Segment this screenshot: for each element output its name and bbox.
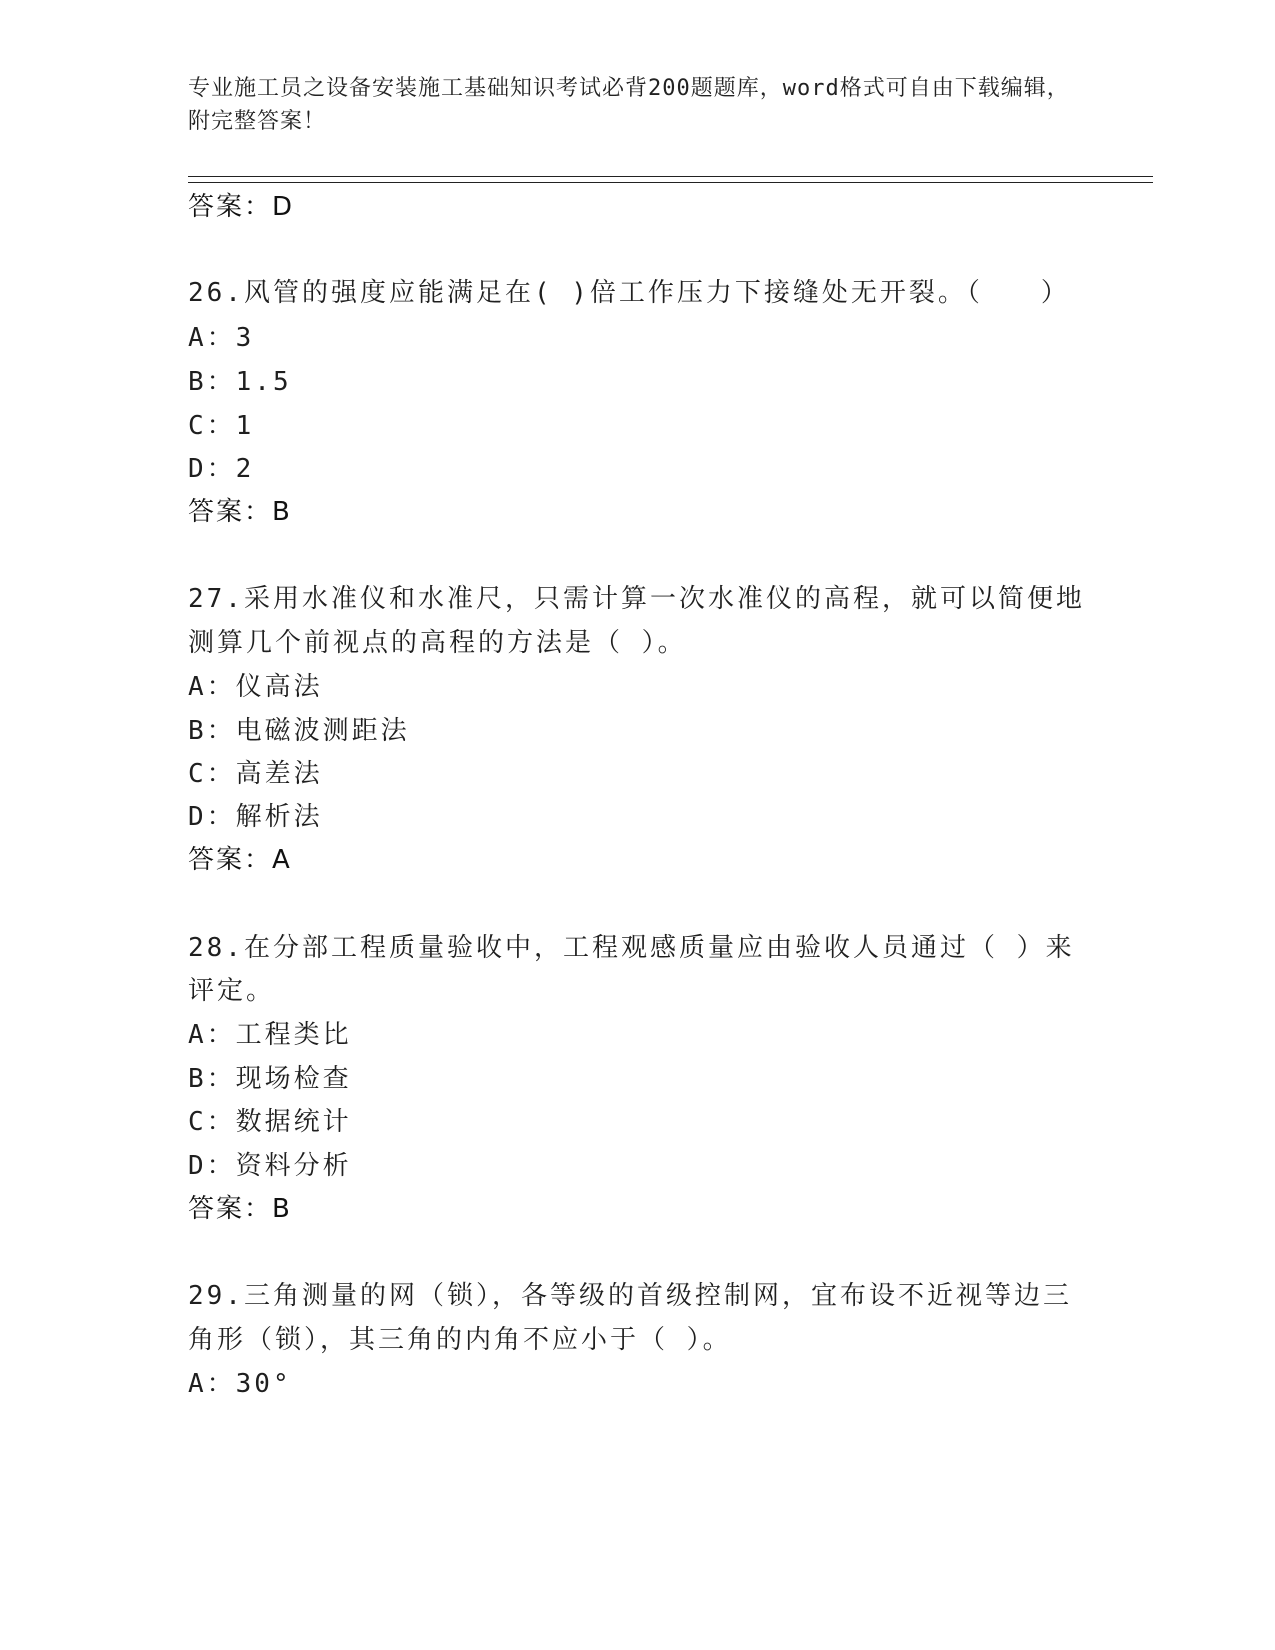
question-26-answer: 答案：B	[188, 497, 292, 527]
question-27-option-c: C：高差法	[188, 759, 323, 789]
question-27-answer: 答案：A	[188, 845, 292, 875]
question-29-option-a: A：30°	[188, 1369, 292, 1399]
page-header: 专业施工员之设备安装施工基础知识考试必背200题题库，word格式可自由下载编辑，附完整答案！	[188, 76, 1070, 134]
question-27-option-a: A：仪高法	[188, 672, 323, 702]
question-26-option-a: A：3	[188, 323, 255, 353]
question-28-stem-line-1: 28.在分部工程质量验收中，工程观感质量应由验收人员通过（ ）来	[188, 933, 1075, 963]
header-divider-second	[188, 182, 1153, 183]
question-29-stem-line-2: 角形（锁），其三角的内角不应小于（ ）。	[188, 1325, 732, 1355]
question-28-option-c: C：数据统计	[188, 1107, 352, 1137]
header-divider	[188, 176, 1153, 177]
question-26-stem: 26.风管的强度应能满足在( )倍工作压力下接缝处无开裂。（ ）	[188, 278, 1070, 308]
question-29-stem-line-1: 29.三角测量的网（锁），各等级的首级控制网，宜布设不近视等边三	[188, 1281, 1072, 1311]
question-26-option-b: B：1.5	[188, 367, 292, 397]
question-28-option-b: B：现场检查	[188, 1064, 352, 1094]
question-27-option-d: D：解析法	[188, 802, 323, 832]
question-28-option-a: A：工程类比	[188, 1020, 352, 1050]
question-27-stem-line-1: 27.采用水准仪和水准尺，只需计算一次水准仪的高程，就可以简便地	[188, 584, 1085, 614]
question-27-stem-line-2: 测算几个前视点的高程的方法是（ ）。	[188, 628, 687, 658]
answer-line: 答案：D	[188, 192, 295, 222]
question-26-option-c: C：1	[188, 411, 255, 441]
question-28-answer: 答案：B	[188, 1194, 292, 1224]
question-26-option-d: D：2	[188, 454, 255, 484]
question-28-stem-line-2: 评定。	[188, 976, 276, 1006]
question-28-option-d: D：资料分析	[188, 1151, 352, 1181]
question-27-option-b: B：电磁波测距法	[188, 716, 410, 746]
